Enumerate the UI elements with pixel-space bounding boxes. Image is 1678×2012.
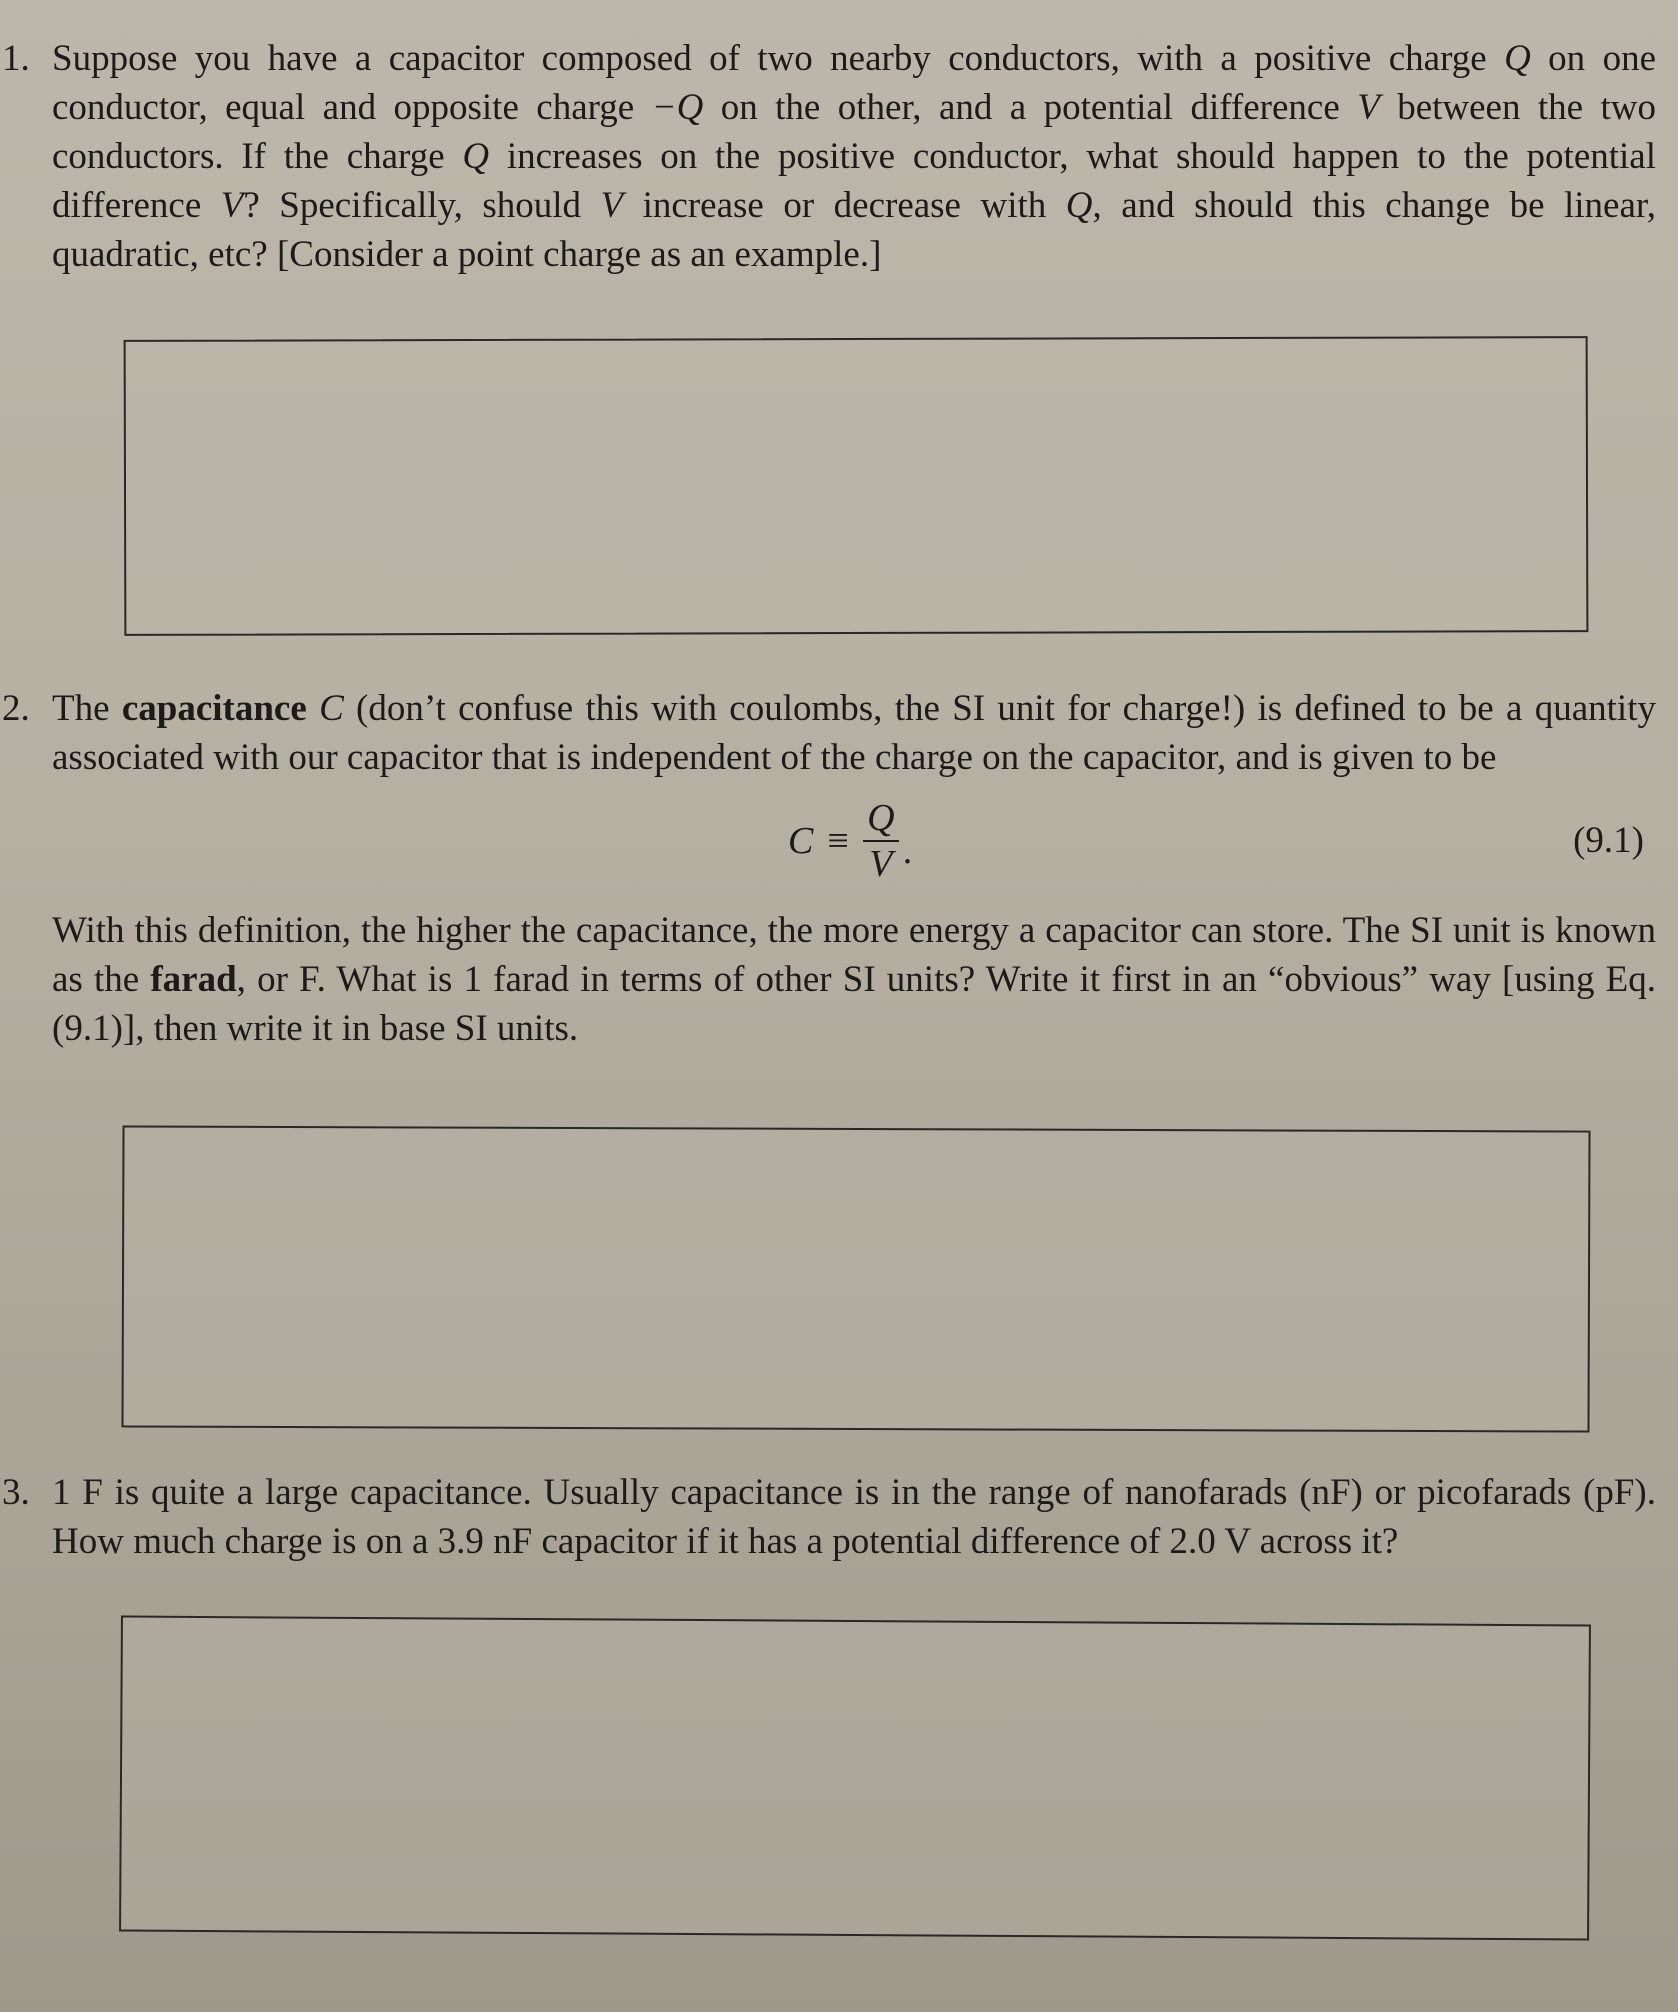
math-V: V [1357, 87, 1380, 128]
problem-number: 2. [2, 688, 30, 729]
answer-box-2[interactable] [121, 1125, 1590, 1432]
math-C: C [319, 688, 344, 729]
equation-9-1 [52, 786, 1656, 906]
math-Q: Q [462, 136, 490, 177]
equation-number: (9.1) [1573, 820, 1644, 861]
answer-box-1[interactable] [124, 336, 1589, 636]
math-neg-Q: −Q [651, 87, 704, 128]
equation-fraction [863, 796, 899, 886]
math-Q: Q [1065, 185, 1093, 226]
math-V: V [600, 185, 624, 226]
problem-1 [0, 34, 1660, 279]
math-V: V [220, 185, 244, 226]
term-capacitance: capacitance [121, 688, 307, 729]
problem-2-text: The capacitance C (don’t confuse this with coulombs, the SI unit for charge!) is defined to be a quantity associated with our capacitor that is independent of the charge on the capacitor, and is given to be C ≡ $\frac{Q}{V}$ . (9.1) With this definition, the higher the capacitance, the more energy a capacitor can store. The SI unit is known as the farad, or F. What is 1 farad in terms of other SI units? Write it first in an “obvious” way [using Eq. (9.1)], then write it in base SI units. [52, 688, 1657, 1049]
equation-period: . [902, 829, 913, 872]
fraction-denominator: V [869, 843, 893, 885]
fraction-numerator: Q [867, 797, 895, 839]
answer-box-3[interactable] [119, 1616, 1591, 1941]
problem-2 [0, 684, 1660, 1053]
equation-lhs: C [788, 819, 814, 862]
term-farad: farad [150, 959, 237, 1000]
problem-number: 3. [2, 1472, 30, 1513]
math-Q: Q [1504, 38, 1531, 79]
problem-number: 1. [2, 38, 30, 79]
problem-1-text: Suppose you have a capacitor composed of two nearby conductors, with a positive charge Q on one conductor, equal and opposite charge −Q on the other, and a potential difference V between the two conductors. If the charge Q increases on the positive conductor, what should happen to the potential difference V? Specifically, should V increase or decrease with Q, and should this change be linear, quadratic, etc? [Consider a point charge as an example.] [52, 38, 1657, 275]
capacitance-equation [788, 796, 912, 886]
problem-3-text: 1 F is quite a large capacitance. Usually capacitance is in the range of nanofarads (nF) or picofarads (pF). How much charge is on a 3.9 nF capacitor if it has a potential difference of 2.0 V across it? [52, 1472, 1656, 1562]
problem-3 [0, 1468, 1660, 1566]
equation-operator: ≡ [827, 819, 849, 862]
